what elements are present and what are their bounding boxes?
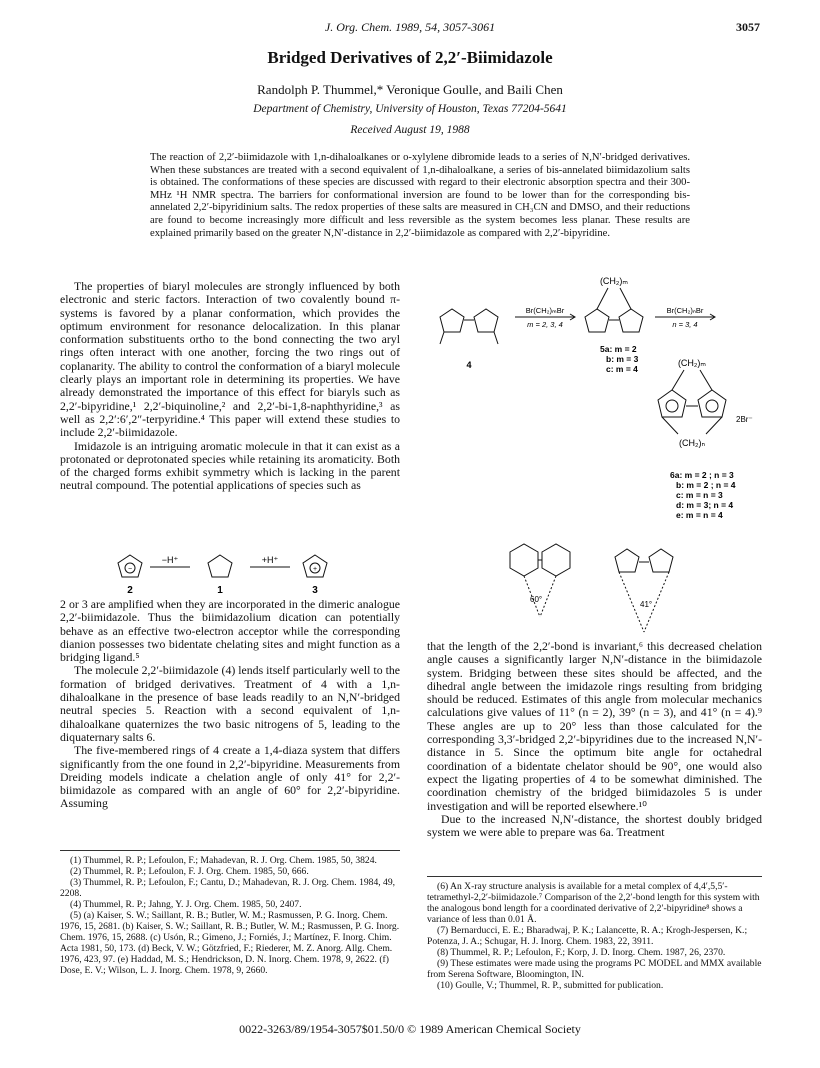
bridge-label: (CH₂)ₙ [678,438,706,448]
compound-label: 2 [127,585,133,596]
paragraph: The five-membered rings of 4 create a 1,4-diaza system that differs significantly from the one found in 2,2′-bipyridine. Measurements from Dreiding models indicate a chelation angle of only 41° for 2,2′-biimidazole as compared with an angle of 60° for 2,2′-bipyridine. Assuming [60,743,400,811]
copyright-footer: 0022-3263/89/1954-3057$01.50/0 © 1989 American Chemical Society [239,1022,581,1036]
abstract: The reaction of 2,2′-biimidazole with 1,n-dihaloalkanes or o-xylylene dibromide leads to a series of N,N′-bridged derivatives. When these substances are treated with a second equivalent of 1,n-dihaloalkane, a series of bis-annelated biimidazolium salts is obtained. The conformations of these species are discussed with regard to their electronic absorption spectra and their 300-MHz ¹H NMR spectra. The barriers for conformational inversion are found to be lower than for the corresponding bis-annelated 2,2′-bipyridinium salts. The redox properties of these salts are measured in CH₃CN and DMSO, and their reductions are found to become increasingly more difficult and less reversible as the system becomes less planar. These results are explained primarily based on the greater N,N′-distance in 2,2′-biimidazole as compared with 2,2′-bipyridine. [150,152,690,239]
bridge-label: (CH₂)ₘ [677,358,707,368]
arrow-label: −H⁺ [161,555,179,565]
compound-label: b: m = 2 ; n = 4 [676,480,736,490]
compound-label: 3 [312,585,318,596]
authors: Randolph P. Thummel,* Veronique Goulle, and Baili Chen [257,82,563,97]
paragraph: that the length of the 2,2′-bond is invariant,⁶ this decreased chelation angle causes a significantly larger N,N′-distance in the biimidazole system. Bridging between these sites should be affected, and the dihedral angle between the imidazole rings resulting from bridging should be reduced. Estimates of this angle from molecular mechanics calculations give values of 11° (n = 2), 39° (n = 3), and 41° (n = 4).⁹ These angles are up to 20° less than those calculated for the corresponding 3,3′-bridged 2,2′-bipyridines due to the increased N,N′-distance in 5. Since the optimum bite angle for octahedral coordination of a bidentate chelator should be 90°, one would also expect the ligating properties of 4 to be somewhat diminished. The coordination chemistry of the bridged biimidazoles 5 is under investigation and will be reported elsewhere.¹⁰ [427,639,762,813]
footnote: (3) Thummel, R. P.; Lefoulon, F.; Cantu, D.; Mahadevan, R. J. Org. Chem. 1984, 49, 2208. [60,877,396,899]
condition-label: m = 2, 3, 4 [527,320,563,329]
compound-label: 4 [466,360,472,370]
imidazole-scheme [110,545,370,597]
received-date: Received August 19, 1988 [350,124,470,136]
compound-label: c: m = 4 [606,364,638,374]
compound-label: 1 [217,585,223,596]
journal-citation: J. Org. Chem. 1989, 54, 3057-3061 [324,20,496,34]
affiliation: Department of Chemistry, University of Houston, Texas 77204-5641 [253,103,567,115]
paragraph: Due to the increased N,N′-distance, the shortest doubly bridged system we were able to prepare was 6a. Treatment [427,811,762,840]
compound-label: e: m = n = 4 [676,510,723,520]
compound-label: d: m = 3; n = 4 [676,500,734,510]
article-title: Bridged Derivatives of 2,2′-Biimidazole [267,48,553,67]
bridge-label: (CH₂)ₘ [599,276,629,286]
compound-label: 5a: m = 2 [600,344,637,354]
footnotes-right [427,876,762,991]
footnote: (9) These estimates were made using the programs PC MODEL and MMX available from Serena Software, Bloomington, IN. [427,958,762,980]
svg-text:+: + [312,566,318,573]
footnote: (8) Thummel, R. P.; Lefoulon, F.; Korp, J. D. Inorg. Chem. 1987, 26, 2370. [437,947,726,958]
reagent-label: Br(CH₂)ₘBr [525,306,565,315]
compound-label: c: m = n = 3 [676,490,723,500]
condition-label: n = 3, 4 [672,320,698,329]
arrow-label: +H⁺ [261,555,279,565]
counterion: 2Br⁻ [736,415,753,424]
footnote: (10) Goulle, V.; Thummel, R. P., submitted for publication. [437,980,664,991]
footnote: (2) Thummel, R. P.; Lefoulon, F. J. Org. Chem. 1985, 50, 666. [70,866,309,877]
page-number: 3057 [736,20,760,34]
footnote: (7) Bernarducci, E. E.; Bharadwaj, P. K.; Lalancette, R. A.; Krogh-Jespersen, K.; Potenza, J. A.; Schugar, H. J. Inorg. Chem. 1983, 22, 3911. [427,925,748,947]
reaction-scheme [420,272,770,637]
footnote: (1) Thummel, R. P.; Lefoulon, F.; Mahadevan, R. J. Org. Chem. 1985, 50, 3824. [70,855,377,866]
compound-label: 6a: m = 2 ; n = 3 [670,470,734,480]
angle-label: 41° [640,600,653,609]
paragraph: Imidazole is an intriguing aromatic molecule in that it can exist as a protonated or deprotonated species while retaining its aromaticity. Both of the charged forms exhibit symmetry which is lacking in the parent neutral compound. The potential applications of species such as [60,438,400,493]
reagent-label: Br(CH₂)ₙBr [666,306,704,315]
footnote: (4) Thummel, R. P.; Jahng, Y. J. Org. Chem. 1985, 50, 2407. [70,899,302,910]
body-left-top [60,280,400,493]
paragraph: The properties of biaryl molecules are strongly influenced by both electronic and steric factors. Interaction of two covalently bound π-systems is favored by a planar conformation, which provides the optimum environment for resonance delocalization. In this planar conformation substituents ortho to the bond connecting the two aryl rings often interact with one another, forcing the two rings out of coplanarity. The ability to control the conformation of a biaryl molecule clearly plays an important role in determining its properties. We have already demonstrated the importance of this effect for biaryls such as 2,2′-bipyridine,¹ 2,2′-biquinoline,² and 2,2′-bi-1,8-naphthyridine,³ as well as 2,2′:6′,2″-terpyridine.⁴ This paper will extend these studies to include 2,2′-biimidazole. [60,279,400,440]
body-left-bottom [60,598,400,811]
paragraph: 2 or 3 are amplified when they are incorporated in the dimeric analogue 2,2′-biimidazole. Thus the biimidazolium dication can potentially behave as an effective two-electron acceptor while the corresponding dianion possesses two bidentate chelating sites and might function as a bridging ligand.⁵ [60,597,400,665]
angle-label: 60° [530,595,543,604]
paragraph: The molecule 2,2′-biimidazole (4) lends itself particularly well to the formation of bridged derivatives. Treatment of 4 with a 1,n-dihaloalkane in the presence of base leads readily to an N,N′-bridged neutral species 5. Reaction with a second equivalent of 1,n-dihaloalkane quaternizes the two basic nitrogens of 5, leading to the diquaternary salts 6. [60,663,400,744]
footnote: (5) (a) Kaiser, S. W.; Saillant, R. B.; Butler, W. M.; Rasmussen, P. G. Inorg. Chem. 1976, 15, 2681. (b) Kaiser, S. W.; Saillant, R. B.; Butler, W. M.; Rasmussen, P. G. Inorg. Chem. 1976, 15, 2688. (c) Usón, R.; Gimeno, J.; Forniés, J.; Martínez, F. Inorg. Chim. Acta 1981, 50, 173. (d) Beck, V. W.; Götzfried, F.; Riederer, M. Z. Anorg. Allg. Chem. 1976, 423, 97. (e) Haddad, M. S.; Hendrickson, D. N. Inorg. Chem. 1978, 9, 2622. (f) Dose, E. V.; Wilson, L. J. Inorg. Chem. 1978, 9, 2660. [60,910,400,976]
compound-label: b: m = 3 [606,354,639,364]
footnote: (6) An X-ray structure analysis is available for a metal complex of 4,4′,5,5′-tetramethyl-2,2′-biimidazole.⁷ Comparison of the 2,2′-bond length for this system with the analogous bond length for a coordinated derivative of 2,2′-bipyridine⁸ shows a variance of less than 0.01 Å. [427,881,760,925]
svg-text:−: − [127,566,133,573]
body-right [427,640,762,839]
footnotes-left [60,850,400,976]
